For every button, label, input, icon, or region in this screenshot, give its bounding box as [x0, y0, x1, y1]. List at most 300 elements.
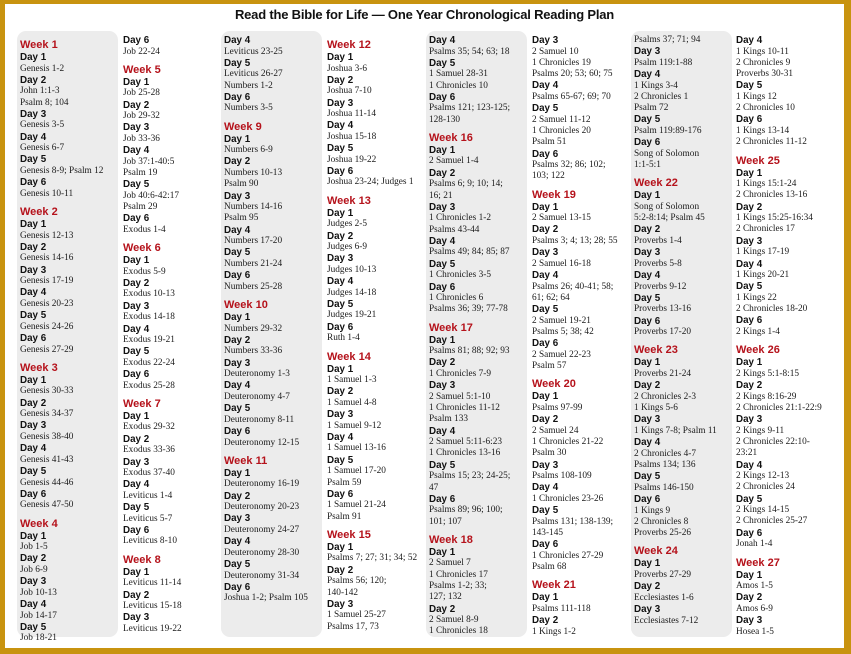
reading-passage: 2 Chronicles 8 — [634, 516, 689, 527]
reading-passage: Deuteronomy 4-7 — [224, 391, 290, 402]
reading-passage: Genesis 12-13 — [20, 230, 74, 241]
day-label: Day 2 — [123, 277, 150, 289]
reading-passage: 1 Kings 12 — [736, 91, 777, 102]
reading-passage: 2 Chronicles 22:10- — [736, 436, 810, 447]
day-label: Day 1 — [532, 592, 559, 604]
reading-passage: Genesis 14-16 — [20, 253, 74, 264]
reading-passage: 2 Kings 5:1-8:15 — [736, 368, 800, 379]
reading-passage: Joshua 3-6 — [327, 63, 368, 74]
day-label: Day 6 — [224, 91, 251, 103]
day-label: Day 4 — [123, 145, 150, 157]
reading-passage: Ruth 1-4 — [327, 333, 360, 344]
day-label: Day 2 — [327, 74, 354, 86]
day-label: Day 1 — [634, 190, 661, 202]
day-label: Day 2 — [327, 230, 354, 242]
day-label: Day 6 — [20, 488, 47, 500]
day-label: Day 5 — [20, 621, 47, 633]
day-label: Day 6 — [634, 494, 661, 506]
reading-passage: Exodus 10-13 — [123, 289, 175, 300]
reading-passage: 2 Kings 9-11 — [736, 425, 785, 436]
reading-passage: Psalms 5; 38; 42 — [532, 326, 594, 337]
week-heading: Week 4 — [20, 517, 58, 530]
reading-passage: 1 Kings 1-2 — [532, 626, 576, 637]
day-label: Day 3 — [123, 122, 150, 134]
reading-passage: Leviticus 15-18 — [123, 601, 182, 612]
reading-passage: Proverbs 5-8 — [634, 258, 682, 269]
reading-passage: Job 10-13 — [20, 587, 57, 598]
day-label: Day 2 — [123, 99, 150, 111]
reading-passage: 2 Kings 1-4 — [736, 326, 780, 337]
week-heading: Week 10 — [224, 299, 268, 312]
reading-passage: Genesis 27-29 — [20, 344, 74, 355]
day-label: Day 3 — [224, 357, 251, 369]
reading-passage: Exodus 33-36 — [123, 445, 175, 456]
week-heading: Week 8 — [123, 553, 161, 566]
reading-passage: Genesis 24-26 — [20, 321, 74, 332]
reading-passage: 2 Samuel 7 — [429, 558, 471, 569]
reading-passage: 1 Chronicles 11-12 — [429, 403, 500, 414]
day-label: Day 1 — [327, 52, 354, 63]
reading-passage: 1 Chronicles 21-22 — [532, 436, 604, 447]
reading-passage: Amos 1-5 — [736, 581, 773, 592]
reading-passage: Ecclesiastes 1-6 — [634, 592, 694, 603]
reading-passage: Joshua 7-10 — [327, 86, 372, 97]
day-label: Day 4 — [532, 80, 559, 92]
reading-passage: Psalm 90 — [224, 179, 259, 190]
reading-passage: 2 Kings 8:16-29 — [736, 391, 797, 402]
reading-passage: John 1:1-3 — [20, 86, 60, 97]
day-label: Day 1 — [20, 374, 47, 386]
day-label: Day 4 — [224, 380, 251, 392]
day-label: Day 2 — [20, 553, 47, 565]
day-label: Day 1 — [429, 144, 456, 156]
day-label: Day 3 — [532, 459, 559, 471]
day-label: Day 6 — [224, 581, 251, 593]
reading-passage: 2 Samuel 13-15 — [532, 213, 591, 224]
reading-passage: Genesis 41-43 — [20, 454, 74, 465]
day-label: Day 6 — [20, 333, 47, 345]
reading-passage: Psalm 68 — [532, 562, 567, 573]
day-label: Day 3 — [123, 456, 150, 468]
reading-passage: 2 Samuel 11-12 — [532, 114, 591, 125]
reading-passage: Job 6-9 — [20, 564, 48, 575]
day-label: Day 2 — [224, 156, 251, 168]
reading-passage: 1 Chronicles 17 — [429, 569, 488, 580]
reading-passage: Joshua 11-14 — [327, 109, 376, 120]
reading-passage: Job 33-36 — [123, 133, 160, 144]
day-label: Day 2 — [429, 167, 456, 179]
reading-passage: 2 Chronicles 1 — [634, 91, 689, 102]
day-label: Day 2 — [123, 589, 150, 601]
week-heading: Week 15 — [327, 528, 371, 541]
reading-passage: Judges 6-9 — [327, 242, 368, 253]
day-label: Day 2 — [634, 581, 661, 593]
reading-passage: Numbers 3-5 — [224, 103, 273, 114]
reading-passage: 1 Kings 3-4 — [634, 80, 678, 91]
day-label: Day 2 — [327, 564, 354, 576]
reading-passage: Psalms 134; 136 — [634, 459, 696, 470]
reading-passage: Psalms 37; 71; 94 — [634, 35, 701, 45]
reading-passage: Job 40:6-42:17 — [123, 190, 180, 201]
reading-passage: 1 Chronicles 10 — [429, 80, 488, 91]
reading-passage: 2 Samuel 8-9 — [429, 615, 479, 626]
reading-passage: Proverbs 30-31 — [736, 69, 794, 80]
reading-passage: Proverbs 21-24 — [634, 368, 692, 379]
reading-passage: 2 Kings 14-15 — [736, 505, 790, 516]
reading-passage: 1 Chronicles 18 — [429, 626, 488, 637]
day-label: Day 2 — [123, 433, 150, 445]
day-label: Day 3 — [634, 604, 661, 616]
day-label: Day 3 — [327, 253, 354, 265]
reading-passage: Psalms 97-99 — [532, 402, 583, 413]
reading-passage: 103; 122 — [532, 171, 565, 182]
reading-passage: 1 Kings 17-19 — [736, 247, 790, 258]
reading-passage: Psalms 81; 88; 92; 93 — [429, 346, 510, 357]
day-label: Day 6 — [20, 177, 47, 189]
day-label: Day 3 — [224, 190, 251, 202]
reading-passage: Psalms 15; 23; 24-25; — [429, 471, 511, 482]
week-heading: Week 22 — [634, 177, 678, 190]
day-label: Day 3 — [736, 615, 763, 627]
schedule-column-8 — [736, 35, 840, 638]
reading-passage: Psalm 119:1-88 — [634, 57, 693, 68]
day-label: Day 1 — [327, 363, 354, 375]
reading-passage: Judges 10-13 — [327, 264, 377, 275]
reading-passage: 140-142 — [327, 587, 358, 598]
reading-passage: Genesis 30-33 — [20, 386, 74, 397]
day-label: Day 4 — [20, 443, 47, 455]
reading-passage: 1 Chronicles 1-2 — [429, 213, 491, 224]
week-heading: Week 5 — [123, 63, 161, 76]
reading-passage: Psalms 3; 4; 13; 28; 55 — [532, 235, 618, 246]
week-heading: Week 6 — [123, 242, 161, 255]
day-label: Day 1 — [327, 207, 354, 219]
reading-passage: Psalms 7; 27; 31; 34; 52 — [327, 553, 418, 564]
day-label: Day 5 — [123, 179, 150, 191]
day-label: Day 3 — [736, 414, 763, 426]
reading-passage: Genesis 8-9; Psalm 12 — [20, 165, 104, 176]
day-label: Day 3 — [327, 598, 354, 610]
reading-passage: 2 Samuel 5:11-6:23 — [429, 437, 502, 448]
reading-passage: Leviticus 5-7 — [123, 513, 173, 524]
reading-passage: Joshua 23-24; Judges 1 — [327, 177, 414, 188]
reading-passage: Leviticus 1-4 — [123, 490, 173, 501]
day-label: Day 2 — [20, 397, 47, 409]
day-label: Day 5 — [736, 80, 763, 92]
day-label: Day 4 — [634, 69, 661, 81]
week-heading: Week 11 — [224, 454, 268, 467]
day-label: Day 2 — [634, 224, 661, 236]
reading-passage: 2 Chronicles 21:1-22:9 — [736, 402, 822, 413]
day-label: Day 6 — [123, 213, 150, 225]
day-label: Day 1 — [634, 558, 661, 570]
reading-passage: Psalms 6; 9; 10; 14; — [429, 179, 503, 190]
reading-passage: 1 Samuel 9-12 — [327, 420, 382, 431]
day-label: Day 5 — [736, 281, 763, 293]
reading-passage: 2 Chronicles 2-3 — [634, 391, 696, 402]
day-label: Day 1 — [224, 312, 251, 324]
reading-passage: Genesis 47-50 — [20, 500, 74, 511]
reading-passage: Psalms 32; 86; 102; — [532, 160, 606, 171]
day-label: Day 3 — [20, 264, 47, 276]
day-label: Day 6 — [736, 315, 763, 327]
reading-passage: 5:2-8:14; Psalm 45 — [634, 213, 705, 224]
day-label: Day 3 — [634, 414, 661, 426]
reading-passage: Deuteronomy 28-30 — [224, 547, 300, 558]
reading-passage: 1 Samuel 28-31 — [429, 69, 488, 80]
reading-passage: Exodus 29-32 — [123, 422, 175, 433]
day-label: Day 6 — [634, 315, 661, 327]
reading-passage: Job 18-21 — [20, 633, 57, 644]
reading-passage: 1 Kings 20-21 — [736, 270, 790, 281]
day-label: Day 3 — [224, 513, 251, 525]
reading-passage: Numbers 33-36 — [224, 346, 283, 357]
reading-passage: 1 Kings 9 — [634, 505, 671, 516]
day-label: Day 3 — [123, 300, 150, 312]
reading-passage: Psalm 51 — [532, 137, 567, 148]
reading-passage: Psalms 49; 84; 85; 87 — [429, 247, 510, 258]
day-label: Day 4 — [429, 235, 456, 247]
day-label: Day 2 — [429, 603, 456, 615]
day-label: Day 1 — [327, 541, 354, 553]
week-heading: Week 1 — [20, 39, 58, 51]
day-label: Day 5 — [224, 559, 251, 571]
reading-passage: Psalms 131; 138-139; — [532, 516, 614, 527]
reading-passage: Deuteronomy 8-11 — [224, 414, 295, 425]
reading-passage: Exodus 14-18 — [123, 312, 175, 323]
reading-passage: Leviticus 19-22 — [123, 623, 182, 634]
day-label: Day 3 — [429, 201, 456, 213]
reading-passage: 1 Chronicles 7-9 — [429, 368, 491, 379]
day-label: Day 4 — [429, 425, 456, 437]
day-label: Day 6 — [634, 137, 661, 149]
reading-passage: 47 — [429, 482, 439, 493]
day-label: Day 4 — [123, 323, 150, 335]
page-title: Read the Bible for Life — One Year Chronological Reading Plan — [234, 7, 615, 22]
reading-passage: Proverbs 27-29 — [634, 569, 692, 580]
reading-passage: 1 Chronicles 20 — [532, 125, 591, 136]
day-label: Day 4 — [20, 287, 47, 299]
day-label: Day 5 — [736, 493, 763, 505]
reading-passage: Deuteronomy 24-27 — [224, 524, 300, 535]
reading-passage: 1 Samuel 21-24 — [327, 500, 386, 511]
day-label: Day 6 — [532, 539, 559, 551]
day-label: Day 5 — [327, 298, 354, 310]
reading-passage: Judges 2-5 — [327, 219, 368, 230]
day-label: Day 1 — [20, 52, 47, 63]
reading-passage: Amos 6-9 — [736, 603, 773, 614]
reading-passage: 2 Chronicles 17 — [736, 224, 795, 235]
reading-passage: Numbers 1-2 — [224, 80, 273, 91]
day-label: Day 5 — [327, 143, 354, 155]
day-label: Day 6 — [429, 281, 456, 293]
reading-passage: Exodus 25-28 — [123, 380, 175, 391]
reading-passage: Genesis 17-19 — [20, 276, 74, 287]
reading-passage: Psalms 121; 123-125; — [429, 103, 511, 114]
schedule-column-1 — [20, 35, 124, 645]
week-heading: Week 21 — [532, 579, 576, 592]
day-label: Day 1 — [532, 201, 559, 213]
reading-passage: Leviticus 26-27 — [224, 69, 283, 80]
reading-passage: Job 1-5 — [20, 542, 48, 553]
reading-passage: Joshua 15-18 — [327, 131, 377, 142]
reading-passage: Psalm 133 — [429, 414, 468, 425]
reading-passage: 2 Samuel 1-4 — [429, 156, 479, 167]
week-heading: Week 14 — [327, 350, 371, 363]
reading-passage: Deuteronomy 1-3 — [224, 369, 290, 380]
reading-passage: 1 Chronicles 3-5 — [429, 270, 491, 281]
reading-passage: 1 Chronicles 6 — [429, 293, 484, 304]
day-label: Day 2 — [224, 334, 251, 346]
day-label: Day 4 — [736, 459, 763, 471]
day-label: Day 6 — [532, 338, 559, 350]
reading-passage: 2 Chronicles 24 — [736, 482, 795, 493]
reading-passage: Ecclesiastes 7-12 — [634, 615, 699, 626]
reading-passage: Song of Solomon — [634, 201, 700, 212]
reading-passage: Psalms 20; 53; 60; 75 — [532, 69, 613, 80]
reading-passage: Numbers 6-9 — [224, 145, 273, 156]
day-label: Day 1 — [123, 410, 150, 422]
day-label: Day 1 — [736, 357, 763, 369]
reading-passage: Hosea 1-5 — [736, 626, 774, 637]
day-label: Day 1 — [429, 334, 456, 346]
reading-passage: 2 Chronicles 13-16 — [736, 190, 808, 201]
day-label: Day 1 — [634, 357, 661, 369]
reading-passage: Jonah 1-4 — [736, 539, 773, 550]
day-label: Day 2 — [20, 241, 47, 253]
reading-passage: Numbers 21-24 — [224, 258, 283, 269]
reading-passage: 101; 107 — [429, 516, 462, 527]
day-label: Day 2 — [736, 592, 763, 604]
reading-passage: 1 Samuel 13-16 — [327, 443, 386, 454]
reading-passage: Numbers 17-20 — [224, 236, 283, 247]
reading-passage: Job 29-32 — [123, 111, 160, 122]
day-label: Day 5 — [123, 502, 150, 514]
reading-passage: Genesis 34-37 — [20, 409, 74, 420]
reading-passage: Exodus 22-24 — [123, 357, 175, 368]
reading-passage: Psalms 146-150 — [634, 482, 694, 493]
reading-passage: 2 Samuel 10 — [532, 46, 579, 57]
reading-passage: Exodus 19-21 — [123, 335, 175, 346]
reading-passage: 2 Samuel 22-23 — [532, 349, 591, 360]
schedule-column-5 — [429, 35, 533, 638]
reading-passage: Psalm 119:89-176 — [634, 125, 702, 136]
day-label: Day 5 — [123, 346, 150, 358]
reading-passage: 2 Chronicles 4-7 — [634, 448, 696, 459]
reading-passage: 1 Samuel 17-20 — [327, 466, 386, 477]
day-label: Day 6 — [224, 426, 251, 438]
day-label: Day 4 — [327, 276, 354, 288]
reading-passage: 1 Kings 15:25-16:34 — [736, 213, 813, 224]
reading-passage: Psalms 89; 96; 100; — [429, 505, 503, 516]
day-label: Day 4 — [532, 270, 559, 282]
day-label: Day 6 — [327, 321, 354, 333]
week-heading: Week 16 — [429, 131, 473, 144]
reading-passage: Psalm 30 — [532, 448, 567, 459]
day-label: Day 1 — [224, 467, 251, 479]
reading-passage: Psalms 108-109 — [532, 471, 592, 482]
reading-passage: Proverbs 9-12 — [634, 281, 687, 292]
reading-passage: Job 14-17 — [20, 610, 57, 621]
reading-passage: Genesis 20-23 — [20, 298, 74, 309]
day-label: Day 6 — [123, 35, 150, 46]
day-label: Day 4 — [429, 35, 456, 46]
day-label: Day 5 — [532, 103, 559, 115]
day-label: Day 1 — [736, 167, 763, 179]
reading-passage: Joshua 19-22 — [327, 154, 377, 165]
reading-passage: Psalms 43-44 — [429, 224, 480, 235]
day-label: Day 6 — [429, 91, 456, 103]
day-label: Day 4 — [736, 35, 763, 46]
reading-passage: Psalms 17, 73 — [327, 621, 379, 632]
day-label: Day 4 — [20, 599, 47, 611]
day-label: Day 4 — [327, 120, 354, 132]
day-label: Day 5 — [224, 403, 251, 415]
day-label: Day 6 — [123, 369, 150, 381]
day-label: Day 5 — [429, 459, 456, 471]
week-heading: Week 9 — [224, 120, 262, 133]
reading-passage: 1 Chronicles 13-16 — [429, 448, 501, 459]
day-label: Day 3 — [327, 97, 354, 109]
reading-passage: Psalm 8; 104 — [20, 97, 69, 108]
week-heading: Week 3 — [20, 361, 58, 374]
day-label: Day 2 — [327, 386, 354, 398]
reading-passage: Psalms 111-118 — [532, 603, 591, 614]
day-label: Day 2 — [532, 414, 559, 426]
schedule-column-6 — [532, 35, 636, 638]
reading-passage: 127; 132 — [429, 592, 462, 603]
reading-passage: 2 Samuel 16-18 — [532, 258, 591, 269]
reading-passage: Numbers 14-16 — [224, 202, 283, 213]
day-label: Day 1 — [20, 530, 47, 542]
day-label: Day 4 — [532, 482, 559, 494]
reading-passage: 128-130 — [429, 114, 460, 125]
day-label: Day 1 — [224, 133, 251, 145]
reading-passage: Proverbs 25-26 — [634, 528, 692, 539]
reading-passage: Numbers 10-13 — [224, 167, 283, 178]
day-label: Day 2 — [224, 490, 251, 502]
reading-passage: 1 Chronicles 23-26 — [532, 493, 604, 504]
reading-passage: Job 22-24 — [123, 46, 160, 57]
day-label: Day 2 — [634, 380, 661, 392]
reading-passage: 2 Chronicles 10 — [736, 103, 795, 114]
reading-passage: 1 Kings 22 — [736, 292, 777, 303]
reading-passage: Numbers 25-28 — [224, 281, 283, 292]
reading-passage: Proverbs 1-4 — [634, 235, 682, 246]
day-label: Day 3 — [327, 409, 354, 421]
day-label: Day 6 — [123, 524, 150, 536]
week-heading: Week 27 — [736, 556, 780, 569]
day-label: Day 4 — [224, 536, 251, 548]
reading-passage: Genesis 6-7 — [20, 143, 65, 154]
day-label: Day 4 — [20, 131, 47, 143]
reading-passage: Leviticus 8-10 — [123, 536, 177, 547]
week-heading: Week 17 — [429, 321, 473, 334]
reading-passage: 1 Samuel 4-8 — [327, 397, 377, 408]
day-label: Day 3 — [123, 612, 150, 624]
reading-passage: Exodus 5-9 — [123, 266, 166, 277]
week-heading: Week 20 — [532, 378, 576, 391]
reading-passage: Proverbs 17-20 — [634, 327, 692, 338]
week-heading: Week 13 — [327, 194, 371, 207]
day-label: Day 5 — [224, 247, 251, 259]
reading-passage: Psalm 29 — [123, 202, 158, 213]
reading-passage: 1 Chronicles 27-29 — [532, 550, 604, 561]
reading-passage: Psalm 91 — [327, 511, 362, 522]
reading-passage: 1 Kings 10-11 — [736, 46, 789, 57]
reading-passage: Psalm 95 — [224, 213, 259, 224]
reading-passage: Deuteronomy 12-15 — [224, 437, 300, 448]
